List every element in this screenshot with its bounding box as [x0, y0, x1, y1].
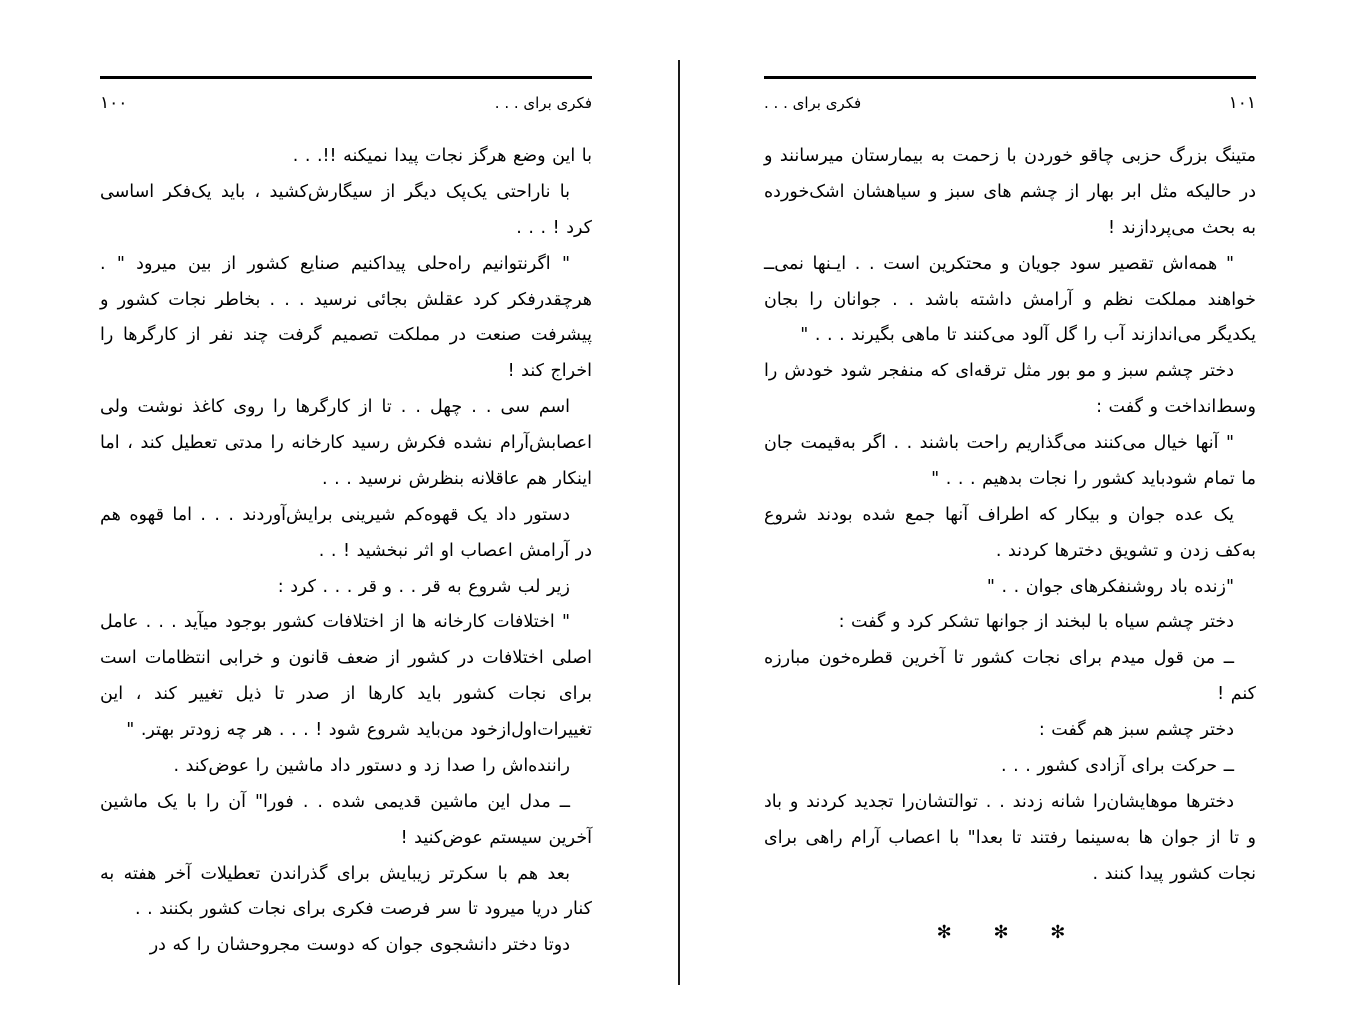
paragraph: ــ حرکت برای آزادی کشور . . .: [1000, 755, 1234, 776]
section-ornament: ✻ ✻ ✻: [936, 922, 1084, 944]
paragraph: بعد هم با سکرتر زیبایش برای گذراندن تعطیلات آخر هفته به کنار دریا میرود تا سر فرصت فکری برای نجات کشور بکنند . .: [100, 863, 592, 920]
header-rule: [100, 76, 592, 79]
paragraph: راننده‌اش را صدا زد و دستور داد ماشین را عوض‌کند .: [173, 755, 570, 776]
running-title: فکری برای . . .: [494, 94, 592, 112]
paragraph: دختر چشم سبز هم گفت :: [1038, 720, 1234, 740]
paragraph: اسم سی . . چهل . . تا از کارگرها را روی کاغذ نوشت ولی اعصابش‌آرام نشده فکرش رسید کارخانه را مدتی تعطیل کند ، اما اینکار هم عاقلانه بنظرش نرسید . . .: [100, 397, 592, 489]
page-number: ١٠٠: [100, 93, 128, 113]
paragraph: " اگرنتوانیم راه‌حلی پیداکنیم صنایع کشور از بین میرود " . هرچقدرفکر کرد عقلش بجائی نرسید . . . بخاطر نجات کشور و پیشرفت صنعت در مملکت تصمیم گرفت چند نفر از کارگرها را اخراج کند !: [100, 253, 592, 382]
paragraph: ــ من قول میدم برای نجات کشور تا آخرین قطره‌خون مبارزه کنم !: [764, 648, 1256, 705]
paragraph: دستور داد یک قهوه‌کم شیرینی برایش‌آوردند . . . اما قهوه هم در آرامش اعصاب او اثر نبخشید ! . .: [100, 504, 592, 561]
header-rule: [764, 76, 1256, 79]
paragraph: دختر چشم سبز و مو بور مثل ترقه‌ای که منفجر شود خودش را وسط‌انداخت و گفت :: [764, 361, 1256, 418]
paragraph: زیر لب شروع به قر . . و قر . . . کرد :: [277, 576, 570, 597]
running-title: فکری برای . . .: [764, 94, 862, 112]
page-header-100: [100, 93, 592, 113]
page-number: ١٠١: [1228, 93, 1256, 113]
paragraph: " آنها خیال می‌کنند می‌گذاریم راحت باشند . . اگر به‌قیمت جان ما تمام شود‌باید کشور را نجات بدهیم . . . ": [764, 433, 1256, 489]
page-header-101: [764, 93, 1256, 113]
paragraph: دخترها موهایشان‌را شانه زدند . . توالتشان‌را تجدید کردند و باد و تا از جوان ها به‌سینما رفتند تا بعدا" با اعصاب آرام راهی برای نجات کشور پیدا کنند .: [764, 791, 1256, 884]
paragraph: با ناراحتی یک‌پک دیگر از سیگارش‌کشید ، باید یک‌فکر اساسی کرد ! . . .: [100, 181, 592, 238]
page-body-100: [100, 139, 592, 964]
paragraph: " همه‌اش تقصیر سود جویان و محتکرین است . . ایـنها نمی‌ــ خواهند مملکت نظم و آرامش داشته باشد . . جوانان را بجان یکدیگر می‌اندازند آب را گل آلود می‌کنند تا ماهی بگیرند . . . ": [764, 253, 1256, 346]
paragraph: ــ مدل این ماشین قدیمی شده . . فورا" آن را با یک ماشین آخرین سیستم عوض‌کنید !: [100, 791, 592, 848]
page-body-101: [764, 139, 1256, 892]
paragraph: " اختلافات کارخانه ها از اختلافات کشور بوجود میآید . . . عامل اصلی اختلافات در کشور از ضعف قانون و خرابی انتظامات است برای نجات کشور باید کارها از صدر تا ذیل تغییر کند ، این تغییرات‌اول‌ازخود من‌باید شروع شود ! . . . هر چه زودتر بهتر. ": [100, 612, 592, 740]
paragraph: "زنده باد روشنفکرهای جوان . . ": [986, 576, 1234, 597]
paragraph: یک عده جوان و بیکار که اطراف آنها جمع شده بودند شروع به‌کف زدن و تشویق دخترها کردند .: [764, 504, 1256, 561]
paragraph: متینگ بزرگ حزبی چاقو خوردن با زحمت به بیمارستان میرسانند و در حالیکه مثل ابر بهار از چشم های سبز و سیاهشان اشک‌خورده به بحث می‌پردازند !: [764, 146, 1256, 238]
paragraph: دختر چشم سیاه با لبخند از جوانها تشکر کرد و گفت :: [838, 612, 1234, 633]
page-101: [678, 0, 1356, 1025]
paragraph: دوتا دختر دانشجوی جوان که دوست مجروحشان را که در: [149, 935, 570, 956]
paragraph: با این وضع هرگز نجات پیدا نمیکنه !!. . .: [292, 146, 592, 166]
